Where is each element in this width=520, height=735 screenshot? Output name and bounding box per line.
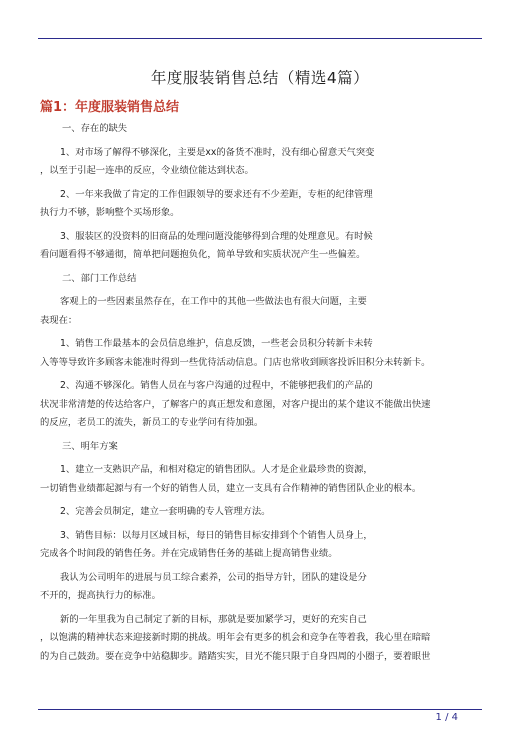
paragraph-line: 1、建立一支熟识产品，和相对稳定的销售团队。人才是企业最珍贵的资源， <box>60 464 373 475</box>
heading <box>40 120 480 139</box>
paragraph-line: 1、销售工作最基本的会员信息维护，信息反馈，一些老会员积分转新卡未转 <box>60 338 373 349</box>
top-rule <box>38 38 482 39</box>
heading <box>40 270 480 289</box>
document-body <box>40 120 480 671</box>
section-title: 篇1：年度服装销售总结 <box>40 100 180 115</box>
paragraph <box>40 611 480 667</box>
paragraph-line: ，以至于引起一连串的反应，令业绩位能达到状态。 <box>40 165 254 176</box>
paragraph-line: 看问题看得不够通彻，简单把问题抱负化，简单导致和实质状况产生一些偏差。 <box>40 249 366 260</box>
paragraph-line: 表现在： <box>40 314 78 326</box>
paragraph-line: 2、完善会员制定，建立一套明确的专人管理方法。 <box>60 506 271 517</box>
paragraph <box>40 377 480 433</box>
paragraph <box>40 186 480 223</box>
paragraph-line: 的为自己鼓劲。要在竞争中站稳脚步。踏踏实实，目光不能只限于自身四周的小圈子，要着眼世 <box>40 650 431 662</box>
paragraph-line: 1、对市场了解得不够深化，主要是xx的备货不准时，没有细心留意天气突变 <box>60 146 375 158</box>
paragraph <box>40 503 480 522</box>
paragraph-line: 执行力不够，影响整个买场形象。 <box>40 207 180 218</box>
page-number: 1 / 4 <box>435 712 458 723</box>
heading <box>40 438 480 457</box>
paragraph-line: 我认为公司明年的进展与员工综合素养，公司的指导方针，团队的建设是分 <box>60 571 367 583</box>
paragraph-line: 的反应，老员工的流失，新员工的专业学问有待加强。 <box>40 417 264 428</box>
paragraph-line: 3、服装区的没资料的旧商品的处理问题没能够得到合理的处理意见。有时候 <box>60 230 373 242</box>
paragraph-line: 2、沟通不够深化。销售人员在与客户沟通的过程中，不能够把我们的产品的 <box>60 380 373 391</box>
heading-text: 二、部门工作总结 <box>62 272 137 284</box>
paragraph <box>40 527 480 564</box>
paragraph-line: 状况非常清楚的传达给客户，了解客户的真正想发和意图，对客户提出的某个建议不能做出快速 <box>40 398 431 410</box>
bottom-rule <box>38 709 482 710</box>
paragraph-line: 一切销售业绩都起源与有一个好的销售人员，建立一支具有合作精神的销售团队企业的根本。 <box>40 482 422 494</box>
paragraph-line: 3、销售目标：以每月区域目标，每日的销售目标安排到个个销售人员身上， <box>60 529 373 541</box>
paragraph <box>40 293 480 330</box>
paragraph <box>40 335 480 372</box>
paragraph <box>40 461 480 498</box>
document-title: 年度服装销售总结（精选4篇） <box>150 69 370 87</box>
paragraph-line: 客观上的一些因素虽然存在，在工作中的其他一些做法也有很大问题，主要 <box>60 296 367 307</box>
paragraph-line: 2、一年来我做了肯定的工作但跟领导的要求还有不少差距，专柜的纪律管理 <box>60 188 373 200</box>
paragraph <box>40 228 480 265</box>
paragraph-line: 不开的，提高执行力的标准。 <box>40 590 161 601</box>
paragraph-line: 入等等导致许多顾客未能准时得到一些优待活动信息。门店也常收到顾客投诉旧积分未转新卡。 <box>40 356 431 368</box>
paragraph-line: ，以饱满的精神状态来迎接新时期的挑战。明年会有更多的机会和竞争在等着我，我心里在暗暗 <box>40 632 431 643</box>
paragraph <box>40 144 480 181</box>
paragraph-line: 新的一年里我为自己制定了新的目标，那就是要加紧学习，更好的充实自己 <box>60 613 367 625</box>
paragraph <box>40 569 480 606</box>
heading-text: 三、明年方案 <box>62 440 118 452</box>
paragraph-line: 完成各个时间段的销售任务。并在完成销售任务的基础上提高销售业绩。 <box>40 548 338 559</box>
heading-text: 一、存在的缺失 <box>62 123 128 134</box>
